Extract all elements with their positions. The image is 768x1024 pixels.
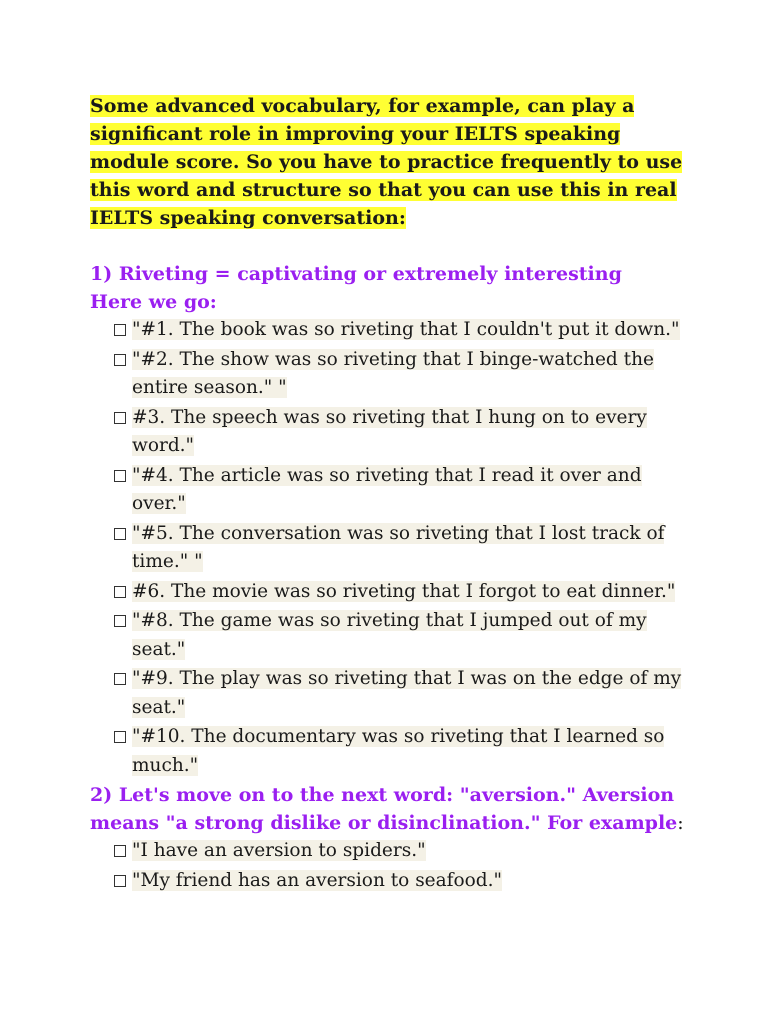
checkbox-icon[interactable] xyxy=(114,412,126,424)
list-item xyxy=(114,404,690,461)
checkbox-icon[interactable] xyxy=(114,673,126,685)
list-item xyxy=(114,607,690,664)
checkbox-icon[interactable] xyxy=(114,875,126,887)
example-text: "#8. The game was so riveting that I jumped out of my seat." xyxy=(132,610,647,660)
checkbox-icon[interactable] xyxy=(114,731,126,743)
section1-subheading: Here we go: xyxy=(90,291,217,313)
checkbox-icon[interactable] xyxy=(114,528,126,540)
list-item xyxy=(114,867,690,896)
checkbox-icon[interactable] xyxy=(114,615,126,627)
section2-heading-colon: : xyxy=(677,812,684,834)
list-item xyxy=(114,316,690,345)
list-item xyxy=(114,723,690,780)
example-text: #3. The speech was so riveting that I hung on to every word." xyxy=(132,406,647,456)
example-text: "#4. The article was so riveting that I read it over and over." xyxy=(132,464,642,514)
checkbox-icon[interactable] xyxy=(114,324,126,336)
section2-heading xyxy=(90,781,690,837)
example-text: "#9. The play was so riveting that I was on the edge of my seat." xyxy=(132,668,682,718)
list-item xyxy=(114,578,690,607)
document-page xyxy=(90,92,690,896)
example-text: #6. The movie was so riveting that I forgot to eat dinner." xyxy=(132,580,676,602)
checkbox-icon[interactable] xyxy=(114,354,126,366)
checkbox-icon[interactable] xyxy=(114,470,126,482)
intro-paragraph xyxy=(90,92,690,232)
checkbox-icon[interactable] xyxy=(114,586,126,598)
example-text: "#1. The book was so riveting that I couldn't put it down." xyxy=(132,319,680,340)
section1-example-list xyxy=(114,316,690,780)
example-text: "#5. The conversation was so riveting that I lost track of time." " xyxy=(132,522,665,572)
list-item xyxy=(114,837,690,866)
checkbox-icon[interactable] xyxy=(114,845,126,857)
example-text: "#10. The documentary was so riveting that I learned so much." xyxy=(132,726,665,776)
section2-heading-text: 2) Let's move on to the next word: "aversion." Aversion means "a strong dislike or disinclination." For example xyxy=(90,784,678,834)
intro-highlight-text: Some advanced vocabulary, for example, can play a significant role in improving your IELTS speaking module score. So you have to practice frequently to use this word and structure so that you can use this in real IELTS speaking conversation: xyxy=(90,95,683,229)
section2-example-list xyxy=(114,837,690,895)
example-text: "My friend has an aversion to seafood." xyxy=(132,869,503,891)
example-text: "I have an aversion to spiders." xyxy=(132,840,426,861)
list-item xyxy=(114,520,690,577)
list-item xyxy=(114,462,690,519)
example-text: "#2. The show was so riveting that I binge-watched the entire season." " xyxy=(132,348,654,398)
list-item xyxy=(114,665,690,722)
list-item xyxy=(114,346,690,403)
section1-heading: 1) Riveting = captivating or extremely interesting xyxy=(90,263,622,285)
